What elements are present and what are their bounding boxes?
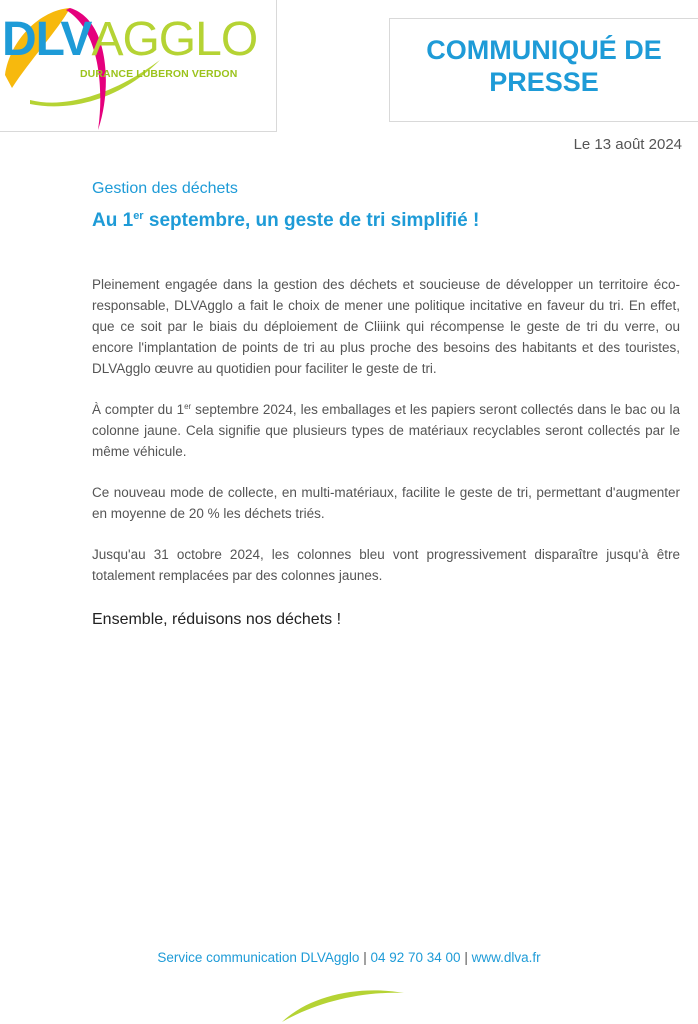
footer-service: Service communication DLVAgglo: [157, 950, 360, 965]
article-category: Gestion des déchets: [92, 180, 238, 197]
logo: [0, 0, 277, 132]
swoosh-shape: [282, 990, 404, 1022]
paragraph-1: Pleinement engagée dans la gestion des déchets et soucieuse de développer un territoire éco-responsable, DLVAgglo a fait le choix de mener une politique incitative en faveur du tri. En effet, que ce soit par le biais du déploiement de Cliiink qui récompense le geste de tri du verre, ou encore l'implantation de points de tri au plus proche des besoins des habitants et des touristes, DLVAgglo œuvre au quotidien pour faciliter le geste de tri.: [92, 277, 680, 376]
press-title: COMMUNIQUÉ DE PRESSE: [426, 35, 662, 97]
paragraph-2-superscript: er: [184, 402, 192, 411]
paragraph-2-end: septembre 2024, les emballages et les papiers seront collectés dans le bac ou la colonne jaune. Cela signifie que plusieurs types de matériaux recyclables seront collectés par le même véhicule.: [92, 402, 680, 459]
release-date: Le 13 août 2024: [573, 136, 682, 153]
headline-end: septembre, un geste de tri simplifié !: [143, 210, 480, 231]
headline-start: Au 1: [92, 210, 134, 231]
footer-contact: [0, 950, 698, 965]
footer-green-swoosh: [280, 985, 410, 1024]
paragraph-4: Jusqu'au 31 octobre 2024, les colonnes bleu vont progressivement disparaître jusqu'à être totalement remplacées par des colonnes jaunes.: [92, 547, 680, 583]
paragraph-3: Ce nouveau mode de collecte, en multi-matériaux, facilite le geste de tri, permettant d'augmenter en moyenne de 20 % les déchets triés.: [92, 485, 680, 521]
article-headline: [92, 210, 479, 232]
paragraph-2-start: À compter du 1: [92, 402, 185, 417]
logo-wordmark: [2, 14, 257, 66]
footer-website[interactable]: www.dlva.fr: [471, 950, 541, 965]
footer-phone: 04 92 70 34 00: [370, 950, 461, 965]
closing-line: Ensemble, réduisons nos déchets !: [92, 611, 342, 628]
footer-separator-1: |: [363, 950, 367, 965]
paragraph-2: [92, 399, 680, 462]
logo-dlv: DLV: [2, 13, 92, 66]
logo-green-ribbon: [30, 60, 160, 106]
logo-tagline: DURANCE LUBERON VERDON: [80, 68, 238, 80]
press-title-box: [389, 18, 698, 122]
headline-superscript: er: [133, 210, 144, 222]
footer-separator-2: |: [464, 950, 468, 965]
article-body: [92, 274, 680, 606]
logo-agglo: AGGLO: [91, 13, 258, 66]
